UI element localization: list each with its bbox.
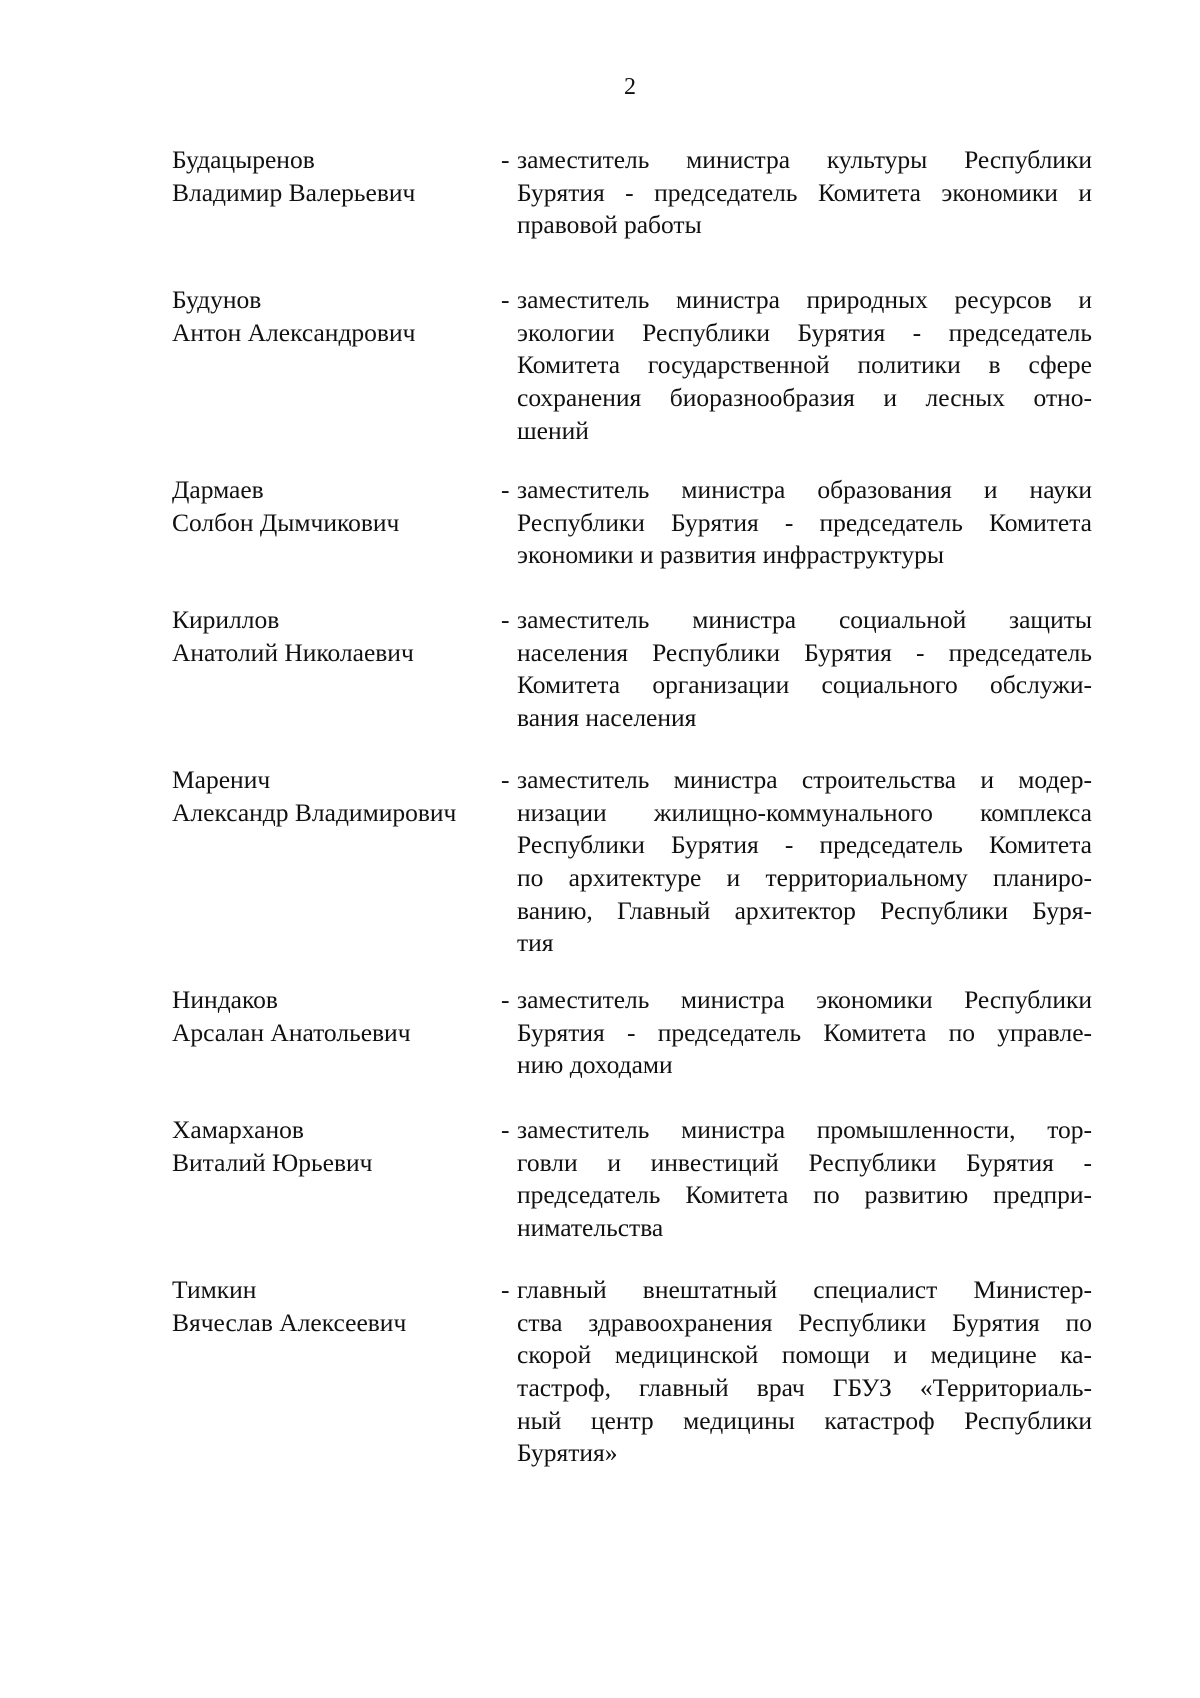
position-line: заместитель министра социальной защиты: [517, 605, 1092, 634]
position-line: тия: [517, 928, 554, 958]
member-name: [172, 764, 502, 829]
member-given-names: Арсалан Анатольевич: [172, 1017, 411, 1047]
position-line: правовой работы: [517, 210, 702, 240]
position-line: Республики Бурятия - председатель Комитета: [517, 507, 1092, 537]
position-line: заместитель министра культуры Республики: [517, 145, 1092, 174]
position-line: нимательства: [517, 1213, 664, 1243]
position-line: населения Республики Бурятия - председатель: [517, 637, 1092, 667]
separator-dash: -: [501, 285, 510, 314]
member-name: [172, 1274, 502, 1339]
member-given-names: Антон Александрович: [172, 317, 416, 347]
member-surname: Кириллов: [172, 605, 280, 634]
member-surname: Дармаев: [172, 475, 264, 504]
member-name: [172, 984, 502, 1049]
position-line: главный внештатный специалист Министер-: [517, 1275, 1092, 1304]
position-line: ванию, Главный архитектор Республики Буря-: [517, 895, 1092, 925]
separator-dash: -: [501, 1115, 510, 1144]
member-surname: Маренич: [172, 765, 271, 794]
member-name: [172, 1114, 502, 1179]
position-line: Бурятия - председатель Комитета экономики и: [517, 177, 1092, 207]
member-given-names: Анатолий Николаевич: [172, 637, 414, 667]
position-line: низации жилищно-коммунального комплекса: [517, 797, 1092, 827]
position-line: шений: [517, 415, 589, 445]
member-given-names: Владимир Валерьевич: [172, 177, 416, 207]
member-name: [172, 604, 502, 669]
position-line: сохранения биоразнообразия и лесных отно-: [517, 383, 1092, 413]
position-line: Комитета государственной политики в сфере: [517, 350, 1092, 380]
position-line: говли и инвестиций Республики Бурятия -: [517, 1147, 1092, 1177]
position-line: нию доходами: [517, 1050, 673, 1080]
member-position: [517, 984, 1092, 1082]
member-position: [517, 144, 1092, 242]
separator-dash: -: [501, 765, 510, 794]
member-position: [517, 284, 1092, 447]
member-given-names: Александр Владимирович: [172, 797, 457, 827]
position-line: заместитель министра экономики Республики: [517, 985, 1092, 1014]
position-line: ства здравоохранения Республики Бурятия по: [517, 1307, 1092, 1337]
position-line: экологии Республики Бурятия - председатель: [517, 317, 1092, 347]
position-line: заместитель министра образования и науки: [517, 475, 1092, 504]
position-line: заместитель министра промышленности, тор-: [517, 1115, 1092, 1144]
position-line: Бурятия - председатель Комитета по управле-: [517, 1017, 1092, 1047]
member-position: [517, 604, 1092, 735]
member-position: [517, 1274, 1092, 1470]
member-given-names: Солбон Дымчикович: [172, 507, 400, 537]
position-line: вания населения: [517, 703, 697, 733]
separator-dash: -: [501, 1275, 510, 1304]
member-surname: Ниндаков: [172, 985, 278, 1014]
member-position: [517, 1114, 1092, 1245]
position-line: председатель Комитета по развитию предпри-: [517, 1180, 1092, 1210]
member-surname: Тимкин: [172, 1275, 257, 1304]
separator-dash: -: [501, 985, 510, 1014]
position-line: заместитель министра строительства и модер-: [517, 765, 1092, 794]
member-name: [172, 144, 502, 209]
position-line: по архитектуре и территориальному планиро-: [517, 863, 1092, 893]
separator-dash: -: [501, 475, 510, 504]
separator-dash: -: [501, 145, 510, 174]
position-line: скорой медицинской помощи и медицине ка-: [517, 1340, 1092, 1370]
member-position: [517, 764, 1092, 960]
page-number: 2: [624, 74, 636, 100]
member-surname: Будацыренов: [172, 145, 315, 174]
position-line: ный центр медицины катастроф Республики: [517, 1405, 1092, 1435]
member-position: [517, 474, 1092, 572]
member-surname: Будунов: [172, 285, 262, 314]
position-line: Бурятия»: [517, 1438, 618, 1468]
member-given-names: Виталий Юрьевич: [172, 1147, 373, 1177]
position-line: тастроф, главный врач ГБУЗ «Территориаль-: [517, 1373, 1092, 1403]
member-surname: Хамарханов: [172, 1115, 304, 1144]
member-name: [172, 284, 502, 349]
position-line: заместитель министра природных ресурсов и: [517, 285, 1092, 314]
position-line: Республики Бурятия - председатель Комитета: [517, 830, 1092, 860]
member-name: [172, 474, 502, 539]
position-line: экономики и развития инфраструктуры: [517, 540, 944, 570]
position-line: Комитета организации социального обслужи-: [517, 670, 1092, 700]
member-given-names: Вячеслав Алексеевич: [172, 1307, 407, 1337]
separator-dash: -: [501, 605, 510, 634]
